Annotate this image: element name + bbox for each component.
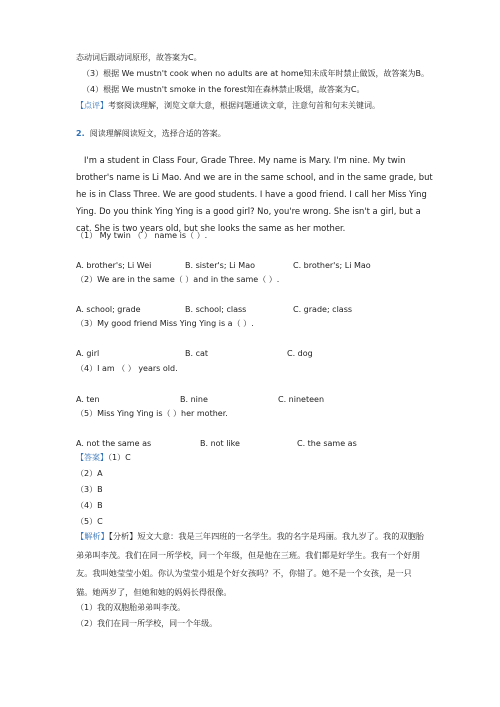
question-number: 2. <box>76 129 85 138</box>
option-c[interactable]: C. grade; class <box>293 305 353 314</box>
question-stem: （5）Miss Ying Ying is（ ）her mother. <box>76 409 228 418</box>
question-stem: （4）I am （ ） years old. <box>76 364 178 373</box>
analysis-paragraph <box>76 527 426 601</box>
option-a[interactable]: A. ten <box>76 395 100 404</box>
answer-item: （5）C <box>76 517 103 526</box>
reading-passage: I'm a student in Class Four, Grade Three. My name is Mary. I'm nine. My twin brother's name is Li Mao. And we are in the same school, and in the same grade, but he is in Class Three. We are good students. I have a good friend. I call her Miss Ying Ying. Do you think Ying Ying is a good girl? No, you're wrong. She isn't a girl, but a cat. She is two years old, but she looks the same as her mother. <box>76 155 433 233</box>
analysis-note: （2）我们在同一所学校，同一个年级。 <box>76 619 218 628</box>
option-b[interactable]: B. sister's; Li Mao <box>185 261 256 270</box>
option-b[interactable]: B. cat <box>185 349 209 358</box>
option-b[interactable]: B. nine <box>180 395 208 404</box>
option-c[interactable]: C. the same as <box>297 439 357 448</box>
option-c[interactable]: C. nineteen <box>278 395 325 404</box>
comment-line <box>76 100 380 111</box>
comment-tag: 【点评】 <box>76 101 108 110</box>
text-line: 态动词后跟动词原形，故答案为C。 <box>76 53 202 62</box>
option-a[interactable]: A. girl <box>76 349 100 358</box>
answer-item: （3）B <box>76 485 103 494</box>
question-instruction: 阅读理解阅读短文，选择合适的答案。 <box>89 129 226 138</box>
analysis-tag: 【解析】 <box>76 531 109 541</box>
question-stem: （3）My good friend Miss Ying Ying is a（ ）. <box>76 319 254 328</box>
text-line: （4）根据 We mustn't smoke in the forest知在森林禁止吸烟，故答案为C。 <box>82 85 365 94</box>
comment-text: 考察阅读理解，浏览文章大意，根据问题通读文章，注意句首和句末关键词。 <box>108 101 380 110</box>
question-stem: （1） My twin （ ） name is（ ）. <box>76 231 208 240</box>
answer-tag: 【答案】 <box>76 453 108 462</box>
question-stem: （2）We are in the same（ ）and in the same（ ）. <box>76 275 280 284</box>
question-heading <box>76 128 226 139</box>
text-line: （3）根据 We mustn't cook when no adults are at home知未成年时禁止做饭，故答案为B。 <box>82 69 430 78</box>
option-b[interactable]: B. school; class <box>185 305 247 314</box>
analysis-note: （1）我的双胞胎弟弟叫李茂。 <box>76 603 186 612</box>
answer-line <box>76 452 131 463</box>
option-a[interactable]: A. school; grade <box>76 305 141 314</box>
option-b[interactable]: B. not like <box>200 439 240 448</box>
answer-item: （2）A <box>76 469 103 478</box>
option-c[interactable]: C. dog <box>287 349 313 358</box>
option-a[interactable]: A. brother's; Li Wei <box>76 261 152 270</box>
answer-item: （4）B <box>76 501 103 510</box>
answer-item: （1）C <box>108 453 131 462</box>
option-c[interactable]: C. brother's; Li Mao <box>293 261 371 270</box>
option-a[interactable]: A. not the same as <box>76 439 152 448</box>
analysis-text: 【分析】短文大意：我是三年四班的一名学生。我的名字是玛丽。我九岁了。我的双胞胎弟弟叫李茂。我们在同一所学校，同一个年级，但是他在三班。我们都是好学生。我有一个好朋友。我叫她莹莹小姐。你认为莹莹小姐是个好女孩吗？不，你错了。她不是一个女孩，是一只猫。她两岁了，但她和她的妈妈长得很像。 <box>76 531 424 597</box>
